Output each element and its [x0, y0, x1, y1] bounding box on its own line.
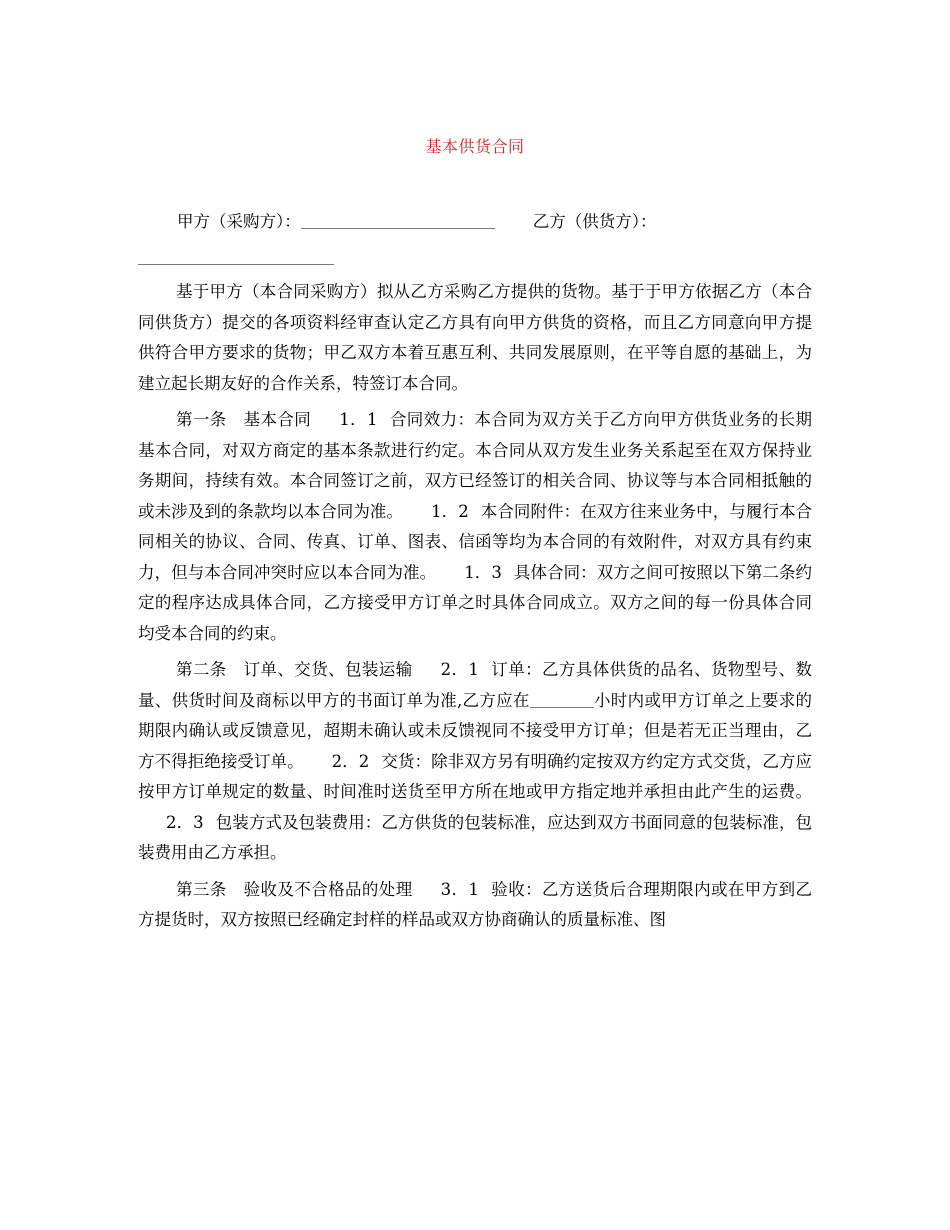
clause-2-3-text: 包装方式及包装费用：乙方供货的包装标准，应达到双方书面同意的包装标准，包装费用由乙方承担。: [138, 812, 813, 862]
clause-3-1-text: 验收：乙方送货后合理期限内或在甲方到乙方提货时，双方按照已经确定封样的样品或双方协商确认的质量标准、图: [138, 879, 813, 929]
article-2-paragraph: [138, 655, 812, 869]
clause-1-3-number: 1．3: [464, 562, 502, 582]
party-b-blank: [138, 246, 334, 265]
clause-3-1-number: 3．1: [440, 879, 479, 899]
article-1-paragraph: [138, 405, 812, 649]
clause-1-1-text: 合同效力：本合同为双方关于乙方向甲方供货业务的长期基本合同，对双方商定的基本条款进行约定。本合同从双方发生业务关系起至在双方保持业务期间，持续有效。本合同签订之前，双方已经签订的相关合同、协议等与本合同相抵触的或未涉及到的条款均以本合同为准。: [138, 410, 813, 521]
document-title: 基本供货合同: [425, 137, 525, 156]
preamble-text: 基于甲方（本合同采购方）拟从乙方采购乙方提供的货物。基于于甲方依据乙方（本合同供货方）提交的各项资料经审查认定乙方具有向甲方供货的资格，而且乙方同意向甲方提供符合甲方要求的货物；甲乙双方本着互惠互利、共同发展原则，在平等自愿的基础上，为建立起长期友好的合作关系，特签订本合同。: [138, 282, 812, 393]
hours-blank: [530, 691, 594, 708]
article-2-heading: 第二条 订单、交货、包装运输: [176, 660, 413, 679]
clause-2-2-text: 交货：除非双方另有明确约定按双方约定方式交货，乙方应按甲方订单规定的数量、时间准时送货至甲方所在地或甲方指定地并承担由此产生的运费。: [138, 751, 813, 801]
clause-2-2-number: 2．2: [331, 751, 370, 771]
preamble-paragraph: [138, 277, 812, 399]
clause-2-1-number: 2．1: [440, 660, 479, 679]
clause-1-2-number: 1．2: [431, 501, 469, 521]
clause-1-1-number: 1．1: [339, 410, 378, 429]
clause-1-2-text: 本合同附件：在双方往来业务中，与履行本合同相关的协议、合同、传真、订单、图表、信函等均为本合同的有效附件，对双方具有约束力，但与本合同冲突时应以本合同为准。: [138, 501, 813, 582]
clause-1-3-text: 具体合同：双方之间可按照以下第二条约定的程序达成具体合同，乙方接受甲方订单之时具体合同成立。双方之间的每一份具体合同均受本合同的约束。: [138, 562, 813, 643]
contract-body: [138, 277, 812, 942]
clause-2-1-text-b: 小时内或甲方订单之上要求的期限内确认或反馈意见，超期未确认或未反馈视同不接受甲方订单；但是若无正当理由，乙方不得拒绝接受订单。: [138, 690, 812, 771]
clause-2-1-text-a: 订单：乙方具体供货的品名、货物型号、数量、供货时间及商标以甲方的书面订单为准,乙方应在: [138, 660, 813, 710]
article-3-heading: 第三条 验收及不合格品的处理: [176, 879, 413, 899]
party-a-label: 甲方（采购方）：: [177, 212, 301, 231]
article-3-paragraph: [138, 875, 812, 936]
party-a-blank: [301, 210, 495, 229]
party-b-label: 乙方（供货方）：: [532, 212, 657, 231]
article-1-heading: 第一条 基本合同: [176, 410, 312, 429]
party-line: [177, 208, 657, 232]
clause-2-3-number: 2．3: [166, 812, 204, 832]
